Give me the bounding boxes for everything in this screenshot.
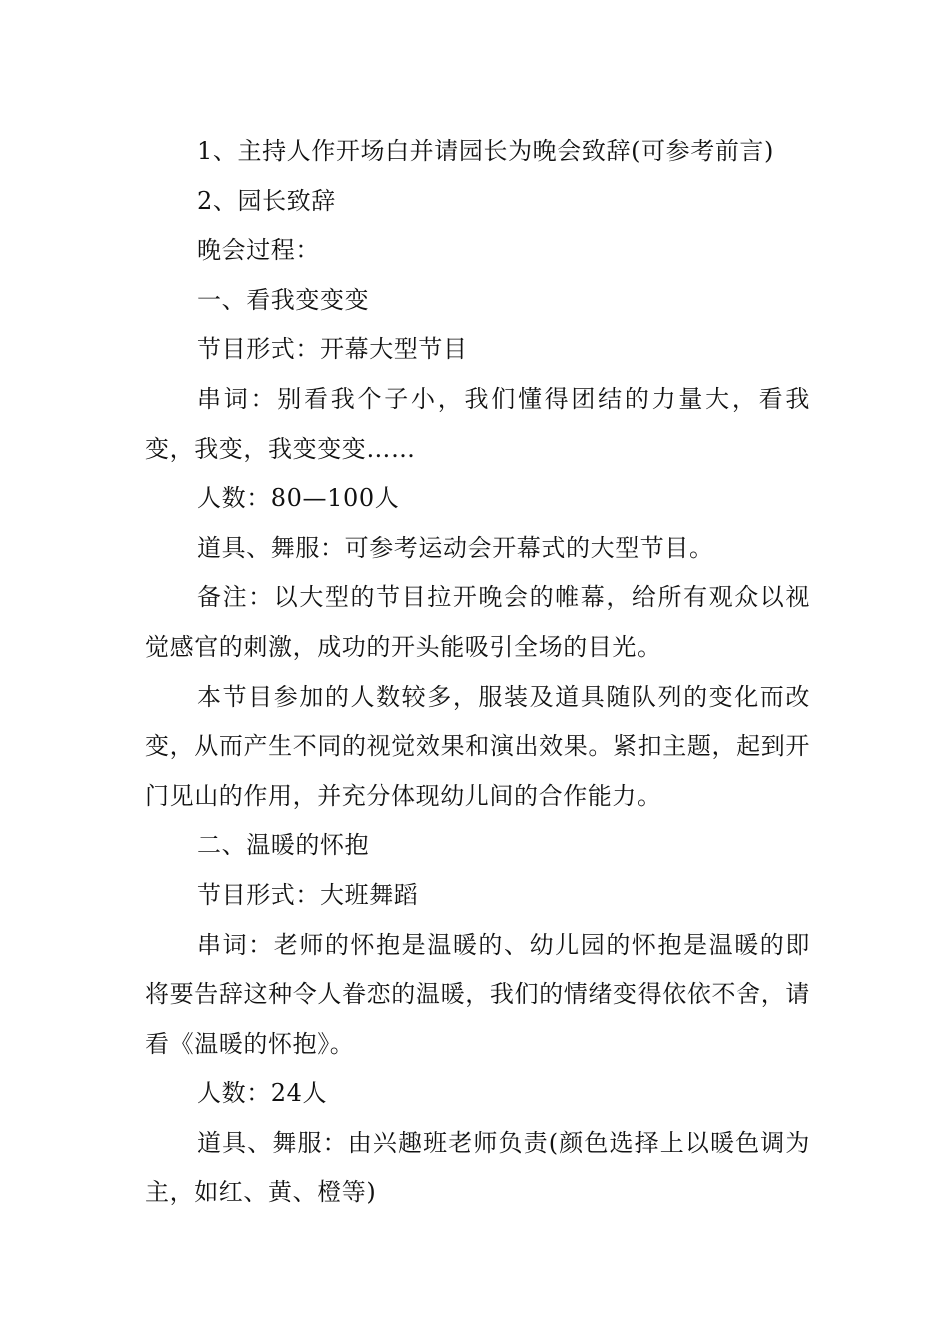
paragraph: 人数：24人: [197, 1079, 328, 1108]
paragraph: 道具、舞服：可参考运动会开幕式的大型节目。: [197, 533, 714, 562]
section-heading: 二、温暖的怀抱: [197, 831, 370, 860]
paragraph: 2、园长致辞: [197, 186, 336, 215]
paragraph: 晚会过程：: [197, 236, 320, 265]
paragraph: 节目形式：开幕大型节目: [197, 335, 468, 364]
paragraph: 1、主持人作开场白并请园长为晚会致辞(可参考前言): [197, 137, 774, 165]
section-heading: 一、看我变变变: [197, 285, 370, 314]
paragraph: 串词：别看我个子小，我们懂得团结的力量大，看我变，我变，我变变变……: [145, 384, 810, 463]
paragraph: 道具、舞服：由兴趣班老师负责(颜色选择上以暖色调为主，如红、黄、橙等): [145, 1128, 810, 1207]
paragraph: 备注：以大型的节目拉开晚会的帷幕，给所有观众以视觉感官的刺激，成功的开头能吸引全场的目光。: [145, 583, 810, 661]
paragraph: 人数：80—100人: [197, 484, 400, 513]
document-body: [145, 127, 810, 1218]
paragraph: 节目形式：大班舞蹈: [197, 880, 419, 909]
paragraph: 串词：老师的怀抱是温暖的、幼儿园的怀抱是温暖的即将要告辞这种令人眷恋的温暖，我们的情绪变得依依不舍，请看《温暖的怀抱》。: [145, 930, 810, 1058]
paragraph: 本节目参加的人数较多，服装及道具随队列的变化而改变，从而产生不同的视觉效果和演出效果。紧扣主题，起到开门见山的作用，并充分体现幼儿间的合作能力。: [145, 682, 810, 810]
